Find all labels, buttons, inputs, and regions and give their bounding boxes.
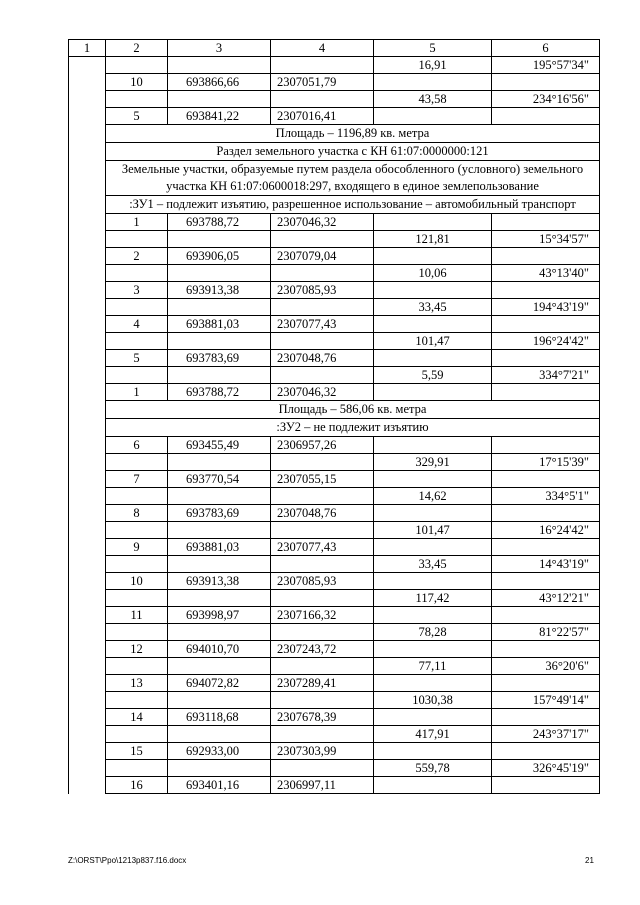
empty-cell [492,471,600,488]
point-number-cell: 12 [106,641,168,658]
direction-angle-cell: 43°12'21" [492,590,600,607]
empty-cell [374,384,492,401]
empty-cell [106,454,168,471]
header-cell: 1 [69,40,106,57]
empty-cell [374,248,492,265]
segment-row [69,91,600,108]
section-heading-row [69,196,600,214]
point-number-cell: 10 [106,74,168,91]
segment-row [69,522,600,539]
empty-cell [492,505,600,522]
point-row [69,777,600,794]
empty-cell [374,675,492,692]
y-coordinate-cell: 2307046,32 [271,384,374,401]
empty-cell [271,624,374,641]
empty-cell [374,505,492,522]
header-cell: 5 [374,40,492,57]
point-number-cell: 13 [106,675,168,692]
empty-cell [106,333,168,350]
y-coordinate-cell: 2307046,32 [271,214,374,231]
direction-angle-cell: 326°45'19" [492,760,600,777]
distance-cell: 1030,38 [374,692,492,709]
empty-cell [492,282,600,299]
direction-angle-cell: 16°24'42" [492,522,600,539]
section-heading-cell: Земельные участки, образуемые путем раздела обособленного (условного) земельного участка КН 61:07:0600018:297, входящего в единое землепользование [106,161,600,196]
empty-cell [374,214,492,231]
segment-row [69,624,600,641]
point-number-cell: 8 [106,505,168,522]
empty-cell [106,726,168,743]
point-number-cell: 9 [106,539,168,556]
direction-angle-cell: 243°37'17" [492,726,600,743]
section-heading-cell: :ЗУ2 – не подлежит изъятию [106,419,600,437]
empty-cell [106,522,168,539]
empty-cell [271,57,374,74]
distance-cell: 33,45 [374,299,492,316]
empty-cell [271,590,374,607]
empty-cell [106,556,168,573]
empty-cell [106,91,168,108]
empty-cell [271,265,374,282]
direction-angle-cell: 196°24'42" [492,333,600,350]
empty-cell [168,658,271,675]
y-coordinate-cell: 2306957,26 [271,437,374,454]
empty-cell [492,777,600,794]
distance-cell: 559,78 [374,760,492,777]
direction-angle-cell: 36°20'6" [492,658,600,675]
point-number-cell: 5 [106,108,168,125]
empty-cell [168,454,271,471]
empty-cell [168,624,271,641]
point-row [69,709,600,726]
y-coordinate-cell: 2307678,39 [271,709,374,726]
direction-angle-cell: 195°57'34" [492,57,600,74]
empty-cell [492,641,600,658]
x-coordinate-cell: 693841,22 [168,108,271,125]
distance-cell: 16,91 [374,57,492,74]
y-coordinate-cell: 2307289,41 [271,675,374,692]
y-coordinate-cell: 2307079,04 [271,248,374,265]
x-coordinate-cell: 693783,69 [168,505,271,522]
empty-cell [374,74,492,91]
empty-cell [492,573,600,590]
point-row [69,539,600,556]
x-coordinate-cell: 693783,69 [168,350,271,367]
distance-cell: 14,62 [374,488,492,505]
merged-first-column-cell [69,57,106,794]
point-row [69,74,600,91]
empty-cell [106,299,168,316]
distance-cell: 78,28 [374,624,492,641]
point-row [69,743,600,760]
header-cell: 6 [492,40,600,57]
empty-cell [168,367,271,384]
empty-cell [492,437,600,454]
y-coordinate-cell: 2307243,72 [271,641,374,658]
empty-cell [271,692,374,709]
y-coordinate-cell: 2307051,79 [271,74,374,91]
x-coordinate-cell: 693788,72 [168,384,271,401]
direction-angle-cell: 334°5'1" [492,488,600,505]
empty-cell [271,299,374,316]
point-row [69,108,600,125]
segment-row [69,556,600,573]
direction-angle-cell: 334°7'21" [492,367,600,384]
point-row [69,641,600,658]
y-coordinate-cell: 2306997,11 [271,777,374,794]
segment-row [69,333,600,350]
point-row [69,505,600,522]
point-number-cell: 1 [106,214,168,231]
point-row [69,471,600,488]
point-row [69,573,600,590]
header-cell: 4 [271,40,374,57]
direction-angle-cell: 14°43'19" [492,556,600,573]
table-header-row [69,40,600,57]
empty-cell [168,231,271,248]
empty-cell [168,590,271,607]
segment-row [69,692,600,709]
distance-cell: 117,42 [374,590,492,607]
empty-cell [374,607,492,624]
segment-row [69,590,600,607]
empty-cell [492,214,600,231]
y-coordinate-cell: 2307016,41 [271,108,374,125]
empty-cell [168,91,271,108]
empty-cell [106,57,168,74]
segment-row [69,760,600,777]
segment-row [69,57,600,74]
section-heading-row [69,401,600,419]
section-heading-cell: Раздел земельного участка с КН 61:07:0000000:121 [106,143,600,161]
section-heading-row [69,161,600,196]
point-number-cell: 14 [106,709,168,726]
distance-cell: 101,47 [374,522,492,539]
x-coordinate-cell: 692933,00 [168,743,271,760]
coordinates-table [68,39,600,794]
header-cell: 2 [106,40,168,57]
point-row [69,675,600,692]
empty-cell [374,777,492,794]
empty-cell [374,108,492,125]
segment-row [69,454,600,471]
empty-cell [106,590,168,607]
footer-page-number: 21 [585,856,594,865]
distance-cell: 33,45 [374,556,492,573]
point-row [69,384,600,401]
empty-cell [374,437,492,454]
empty-cell [271,726,374,743]
empty-cell [168,265,271,282]
empty-cell [492,709,600,726]
section-heading-cell: Площадь – 1196,89 кв. метра [106,125,600,143]
empty-cell [106,624,168,641]
segment-row [69,367,600,384]
distance-cell: 417,91 [374,726,492,743]
empty-cell [271,333,374,350]
empty-cell [271,556,374,573]
empty-cell [492,384,600,401]
header-cell: 3 [168,40,271,57]
empty-cell [168,299,271,316]
empty-cell [271,658,374,675]
distance-cell: 329,91 [374,454,492,471]
empty-cell [374,641,492,658]
empty-cell [271,367,374,384]
empty-cell [374,573,492,590]
distance-cell: 10,06 [374,265,492,282]
point-number-cell: 10 [106,573,168,590]
empty-cell [106,265,168,282]
y-coordinate-cell: 2307055,15 [271,471,374,488]
segment-row [69,299,600,316]
direction-angle-cell: 17°15'39" [492,454,600,471]
section-heading-cell: :ЗУ1 – подлежит изъятию, разрешенное использование – автомобильный транспорт [106,196,600,214]
empty-cell [492,350,600,367]
empty-cell [271,231,374,248]
x-coordinate-cell: 693998,97 [168,607,271,624]
section-heading-row [69,143,600,161]
empty-cell [374,743,492,760]
point-number-cell: 3 [106,282,168,299]
y-coordinate-cell: 2307077,43 [271,316,374,333]
point-number-cell: 2 [106,248,168,265]
segment-row [69,726,600,743]
y-coordinate-cell: 2307048,76 [271,505,374,522]
y-coordinate-cell: 2307166,32 [271,607,374,624]
y-coordinate-cell: 2307048,76 [271,350,374,367]
point-number-cell: 4 [106,316,168,333]
x-coordinate-cell: 694072,82 [168,675,271,692]
x-coordinate-cell: 693455,49 [168,437,271,454]
y-coordinate-cell: 2307077,43 [271,539,374,556]
direction-angle-cell: 157°49'14" [492,692,600,709]
segment-row [69,265,600,282]
point-row [69,437,600,454]
empty-cell [168,522,271,539]
empty-cell [492,743,600,760]
empty-cell [106,760,168,777]
empty-cell [168,57,271,74]
x-coordinate-cell: 693906,05 [168,248,271,265]
empty-cell [374,350,492,367]
empty-cell [106,488,168,505]
direction-angle-cell: 81°22'57" [492,624,600,641]
empty-cell [374,471,492,488]
point-number-cell: 11 [106,607,168,624]
empty-cell [492,675,600,692]
empty-cell [492,74,600,91]
empty-cell [374,316,492,333]
point-row [69,350,600,367]
section-heading-row [69,125,600,143]
empty-cell [106,692,168,709]
empty-cell [271,522,374,539]
y-coordinate-cell: 2307085,93 [271,573,374,590]
distance-cell: 5,59 [374,367,492,384]
empty-cell [492,539,600,556]
empty-cell [374,282,492,299]
x-coordinate-cell: 693770,54 [168,471,271,488]
section-heading-row [69,419,600,437]
empty-cell [106,231,168,248]
empty-cell [492,316,600,333]
direction-angle-cell: 194°43'19" [492,299,600,316]
point-row [69,607,600,624]
empty-cell [271,760,374,777]
x-coordinate-cell: 693118,68 [168,709,271,726]
empty-cell [168,333,271,350]
empty-cell [168,692,271,709]
distance-cell: 77,11 [374,658,492,675]
x-coordinate-cell: 693913,38 [168,282,271,299]
segment-row [69,488,600,505]
empty-cell [168,556,271,573]
point-number-cell: 7 [106,471,168,488]
empty-cell [492,108,600,125]
empty-cell [168,488,271,505]
distance-cell: 43,58 [374,91,492,108]
x-coordinate-cell: 693866,66 [168,74,271,91]
empty-cell [271,91,374,108]
y-coordinate-cell: 2307085,93 [271,282,374,299]
direction-angle-cell: 234°16'56" [492,91,600,108]
point-row [69,316,600,333]
empty-cell [271,454,374,471]
distance-cell: 121,81 [374,231,492,248]
distance-cell: 101,47 [374,333,492,350]
point-row [69,282,600,299]
empty-cell [168,760,271,777]
direction-angle-cell: 15°34'57" [492,231,600,248]
empty-cell [492,607,600,624]
empty-cell [106,367,168,384]
x-coordinate-cell: 694010,70 [168,641,271,658]
empty-cell [374,539,492,556]
x-coordinate-cell: 693881,03 [168,539,271,556]
empty-cell [374,709,492,726]
section-heading-cell: Площадь – 586,06 кв. метра [106,401,600,419]
segment-row [69,658,600,675]
x-coordinate-cell: 693788,72 [168,214,271,231]
point-number-cell: 15 [106,743,168,760]
point-number-cell: 6 [106,437,168,454]
x-coordinate-cell: 693401,16 [168,777,271,794]
point-number-cell: 16 [106,777,168,794]
y-coordinate-cell: 2307303,99 [271,743,374,760]
x-coordinate-cell: 693881,03 [168,316,271,333]
empty-cell [168,726,271,743]
empty-cell [492,248,600,265]
direction-angle-cell: 43°13'40" [492,265,600,282]
segment-row [69,231,600,248]
x-coordinate-cell: 693913,38 [168,573,271,590]
empty-cell [271,488,374,505]
point-number-cell: 5 [106,350,168,367]
footer-file-path: Z:\ORST\Ppo\1213p837.f16.docx [68,856,187,865]
point-number-cell: 1 [106,384,168,401]
point-row [69,214,600,231]
point-row [69,248,600,265]
empty-cell [106,658,168,675]
